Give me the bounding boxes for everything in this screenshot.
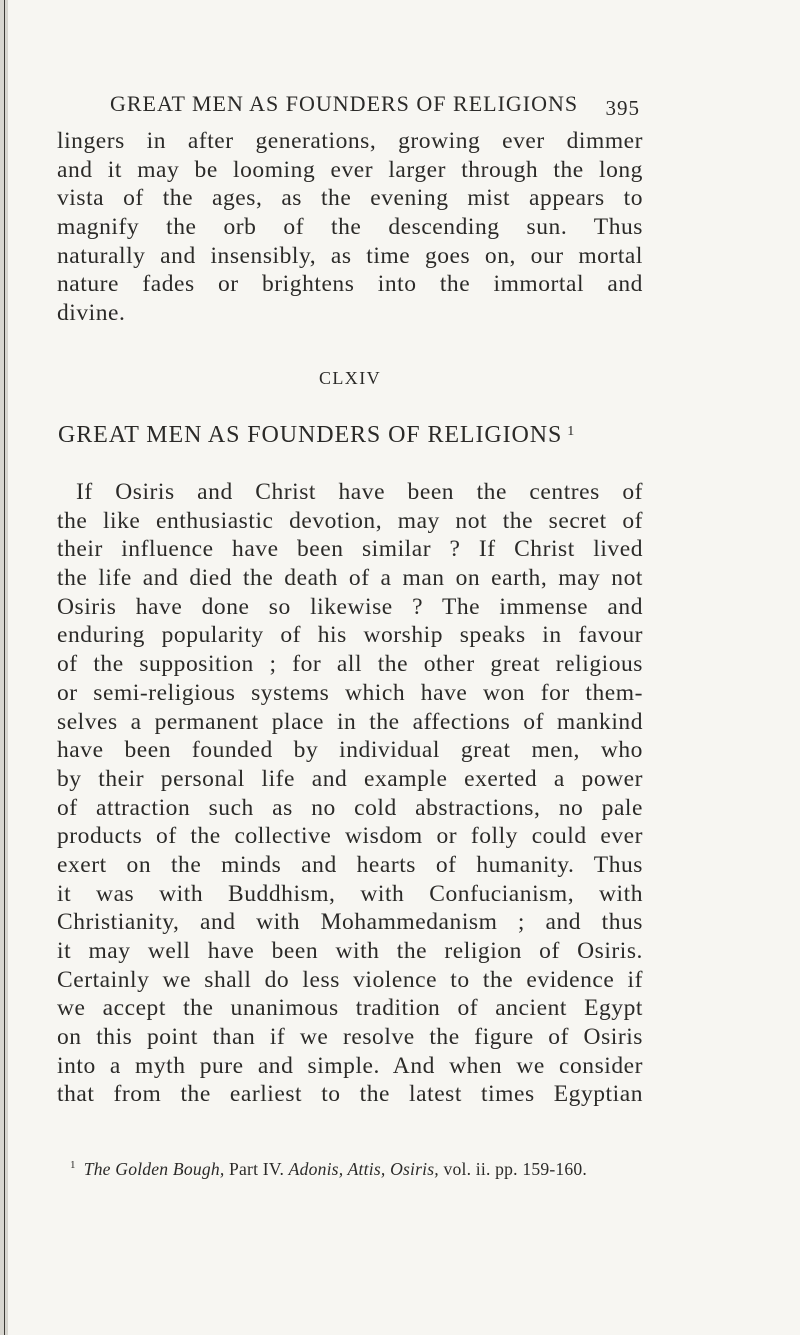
paragraph-continued xyxy=(57,127,643,328)
running-head xyxy=(110,89,640,119)
text-line: lingers in after generations, growing ever dimmer xyxy=(57,128,643,154)
text-line: selves a permanent place in the affections of mankind xyxy=(57,708,643,735)
section-title-text: GREAT MEN AS FOUNDERS OF RELIGIONS xyxy=(58,422,563,448)
text-line: and it may be looming ever larger through the long xyxy=(57,156,643,183)
text-line: of the supposition ; for all the other great religious xyxy=(57,651,643,678)
text-line: enduring popularity of his worship speaks in favour xyxy=(57,622,643,649)
page-number: 395 xyxy=(605,96,640,120)
text-line: vista of the ages, as the evening mist appears to xyxy=(57,185,643,212)
text-line: we accept the unanimous tradition of ancient Egypt xyxy=(57,995,643,1022)
text-line: exert on the minds and hearts of humanity. Thus xyxy=(57,851,643,878)
text-line: the life and died the death of a man on earth, may not xyxy=(57,565,643,592)
footnote-work-title: The Golden Bough, xyxy=(83,1159,225,1179)
text-line: Osiris have done so likewise ? The immense and xyxy=(57,593,643,620)
text-line: magnify the orb of the descending sun. Thus xyxy=(57,214,643,241)
text-line: their influence have been similar ? If Christ lived xyxy=(57,536,643,563)
footnote-marker: 1 xyxy=(70,1159,76,1171)
text-line: on this point than if we resolve the figure of Osiris xyxy=(57,1024,643,1051)
footnote xyxy=(70,1159,730,1180)
page-spine-edge xyxy=(0,0,8,1335)
text-line: or semi-religious systems which have won for them- xyxy=(57,679,643,706)
text-line: Christianity, and with Mohammedanism ; and thus xyxy=(57,909,643,936)
footnote-pages: vol. ii. pp. 159-160. xyxy=(438,1159,587,1179)
text-line: Certainly we shall do less violence to the evidence if xyxy=(57,966,643,993)
text-line: divine. xyxy=(57,300,126,327)
text-line: naturally and insensibly, as time goes on, our mortal xyxy=(57,242,643,269)
section-body-paragraph xyxy=(57,478,643,1109)
text-line: products of the collective wisdom or folly could ever xyxy=(57,823,643,850)
section-number: CLXIV xyxy=(319,368,381,388)
footnote-part: Part IV. xyxy=(224,1159,289,1179)
text-line: the like enthusiastic devotion, may not the secret of xyxy=(57,507,643,534)
text-line: by their personal life and example exerted a power xyxy=(57,765,643,792)
footnote-subtitle: Adonis, Attis, Osiris, xyxy=(288,1159,439,1179)
text-line: it was with Buddhism, with Confucianism, with xyxy=(57,880,643,907)
section-title xyxy=(58,422,698,449)
text-line: If Osiris and Christ have been the centres of xyxy=(76,479,643,505)
text-line: of attraction such as no cold abstractions, no pale xyxy=(57,794,643,821)
text-line: it may well have been with the religion of Osiris. xyxy=(57,938,643,964)
text-line: nature fades or brightens into the immortal and xyxy=(57,271,643,298)
running-head-title: GREAT MEN AS FOUNDERS OF RELIGIONS xyxy=(110,91,579,116)
text-line: into a myth pure and simple. And when we consider xyxy=(57,1052,643,1079)
text-line: have been founded by individual great men, who xyxy=(57,737,643,764)
footnote-reference: 1 xyxy=(567,424,576,439)
text-line: that from the earliest to the latest times Egyptian xyxy=(57,1081,643,1108)
